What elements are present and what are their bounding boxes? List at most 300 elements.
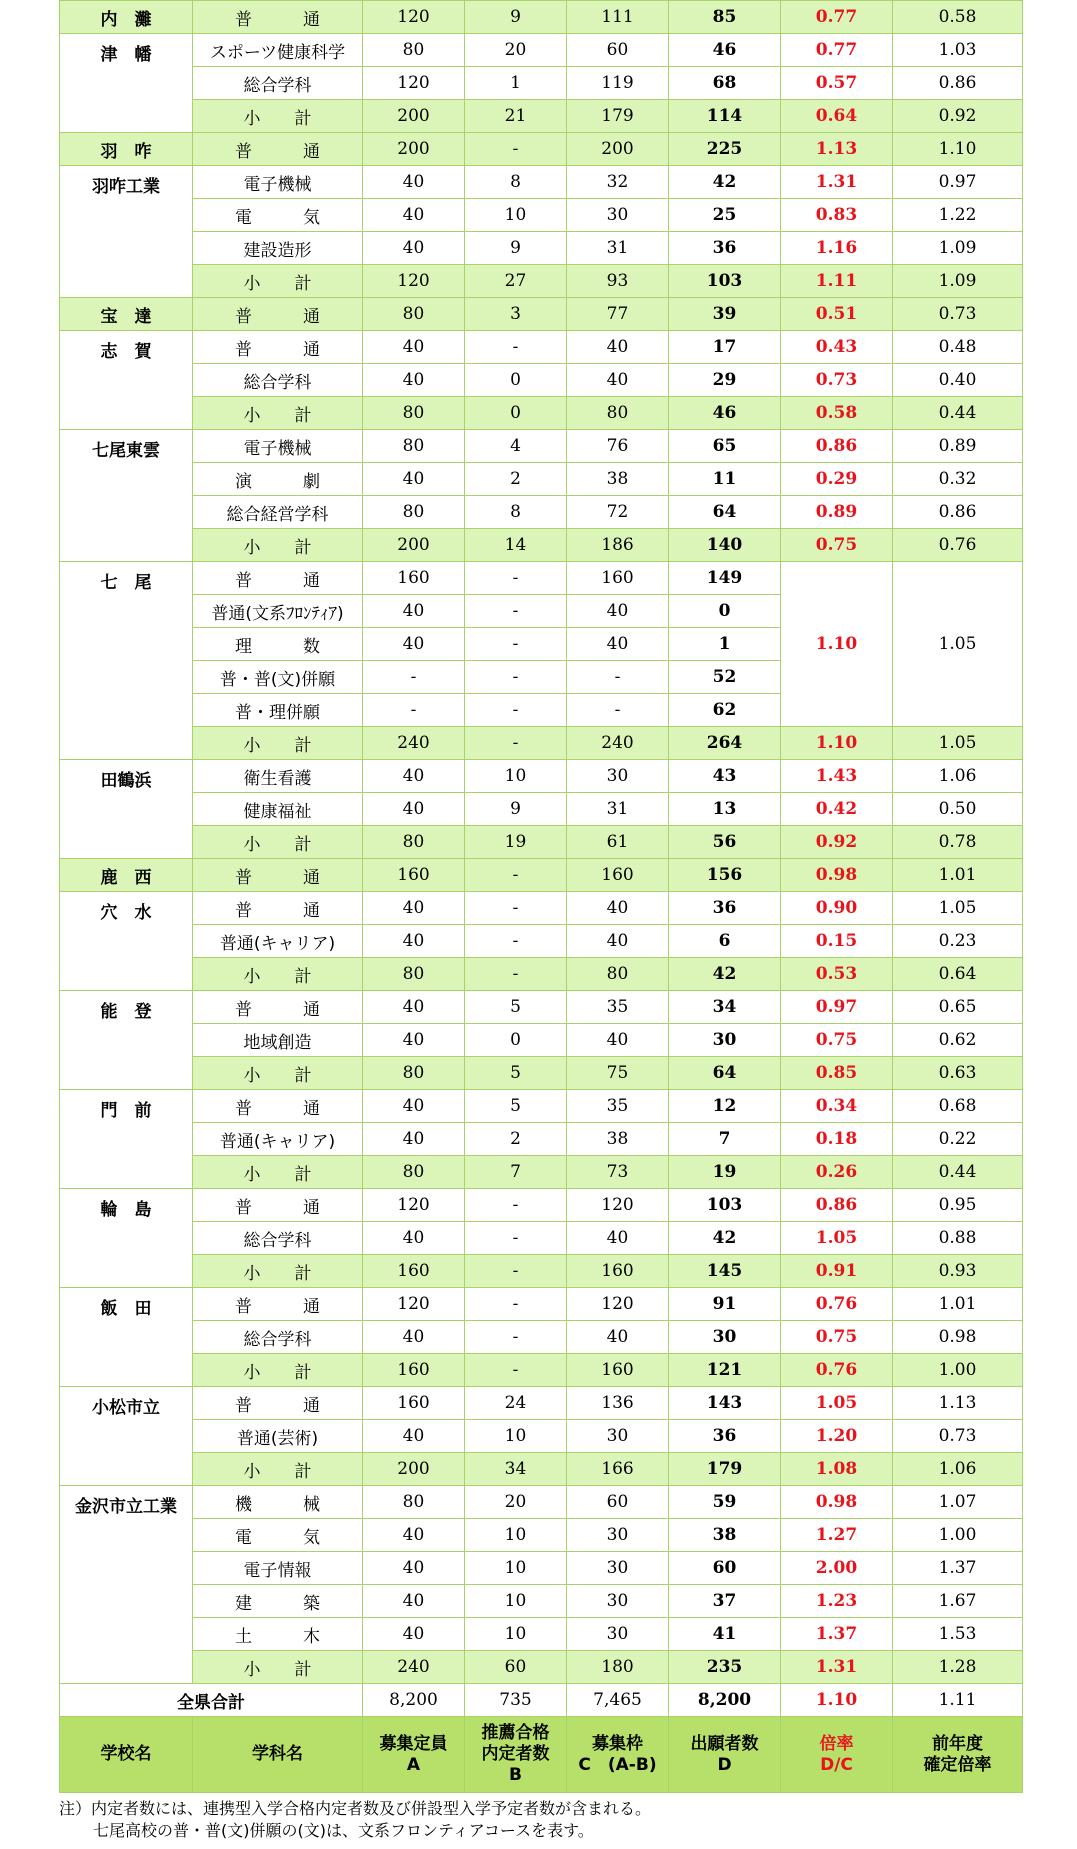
department-cell: 小 計 — [193, 1354, 363, 1387]
table-row — [60, 1189, 1023, 1222]
prev-ratio-cell: 1.01 — [893, 1288, 1023, 1321]
quota-cell: 119 — [567, 67, 669, 100]
department-cell: 機 械 — [193, 1486, 363, 1519]
capacity-cell: 40 — [363, 199, 465, 232]
department-cell: 普 通 — [193, 1387, 363, 1420]
prev-ratio-cell: 0.58 — [893, 1, 1023, 34]
table-row — [60, 232, 1023, 265]
quota-cell: 40 — [567, 1321, 669, 1354]
quota-cell: 160 — [567, 562, 669, 595]
table-row — [60, 331, 1023, 364]
ratio-cell: 1.11 — [781, 265, 893, 298]
table-row — [60, 67, 1023, 100]
ratio-cell: 0.77 — [781, 34, 893, 67]
prev-ratio-cell: 0.88 — [893, 1222, 1023, 1255]
department-cell: 小 計 — [193, 1156, 363, 1189]
table-row — [60, 1090, 1023, 1123]
recommended-cell: - — [465, 859, 567, 892]
quota-cell: 179 — [567, 100, 669, 133]
capacity-cell: 40 — [363, 1024, 465, 1057]
table-row — [60, 1585, 1023, 1618]
department-cell: 普 通 — [193, 331, 363, 364]
table-row — [60, 1552, 1023, 1585]
applicants-cell: 41 — [669, 1618, 781, 1651]
capacity-cell: 80 — [363, 1057, 465, 1090]
capacity-cell: - — [363, 694, 465, 727]
ratio-cell: 1.05 — [781, 1387, 893, 1420]
quota-cell: 200 — [567, 133, 669, 166]
ratio-cell: 1.05 — [781, 1222, 893, 1255]
recommended-cell: 21 — [465, 100, 567, 133]
column-header-row — [60, 1717, 1023, 1793]
department-cell: 小 計 — [193, 397, 363, 430]
ratio-cell: 1.43 — [781, 760, 893, 793]
department-cell: 普 通 — [193, 892, 363, 925]
capacity-cell: 240 — [363, 727, 465, 760]
capacity-cell: 40 — [363, 628, 465, 661]
prev-ratio-cell: 0.50 — [893, 793, 1023, 826]
footnote-line-2: 七尾高校の普・普(文)併願の(文)は、文系フロンティアコースを表す。 — [93, 1821, 594, 1840]
ratio-cell: 0.73 — [781, 364, 893, 397]
department-cell: 小 計 — [193, 100, 363, 133]
quota-cell: 40 — [567, 628, 669, 661]
applicants-cell: 34 — [669, 991, 781, 1024]
applicants-cell: 42 — [669, 958, 781, 991]
ratio-cell: 1.37 — [781, 1618, 893, 1651]
quota-cell: 76 — [567, 430, 669, 463]
ratio-cell: 0.53 — [781, 958, 893, 991]
header-ratio: 倍率 D/C — [781, 1717, 893, 1793]
department-cell: 普・普(文)併願 — [193, 661, 363, 694]
table-row — [60, 1420, 1023, 1453]
prev-ratio-cell: 1.00 — [893, 1519, 1023, 1552]
department-cell: 小 計 — [193, 958, 363, 991]
grand-total-a: 8,200 — [363, 1684, 465, 1717]
capacity-cell: 160 — [363, 562, 465, 595]
department-cell: 総合学科 — [193, 1321, 363, 1354]
ratio-cell: 0.15 — [781, 925, 893, 958]
capacity-cell: 160 — [363, 1387, 465, 1420]
applicants-cell: 11 — [669, 463, 781, 496]
quota-cell: 30 — [567, 1552, 669, 1585]
capacity-cell: 240 — [363, 1651, 465, 1684]
prev-ratio-cell: 0.63 — [893, 1057, 1023, 1090]
prev-ratio-cell: 0.93 — [893, 1255, 1023, 1288]
applicants-cell: 38 — [669, 1519, 781, 1552]
quota-cell: 40 — [567, 1024, 669, 1057]
department-cell: 小 計 — [193, 1453, 363, 1486]
applicants-cell: 29 — [669, 364, 781, 397]
recommended-cell: 1 — [465, 67, 567, 100]
header-prev-ratio: 前年度 確定倍率 — [893, 1717, 1023, 1793]
capacity-cell: 80 — [363, 826, 465, 859]
quota-cell: 40 — [567, 364, 669, 397]
applicants-cell: 103 — [669, 265, 781, 298]
recommended-cell: - — [465, 661, 567, 694]
capacity-cell: 200 — [363, 133, 465, 166]
recommended-cell: 20 — [465, 1486, 567, 1519]
applicants-cell: 121 — [669, 1354, 781, 1387]
prev-ratio-cell: 1.05 — [893, 562, 1023, 727]
prev-ratio-cell: 0.22 — [893, 1123, 1023, 1156]
applicants-cell: 30 — [669, 1024, 781, 1057]
prev-ratio-cell: 0.65 — [893, 991, 1023, 1024]
recommended-cell: 0 — [465, 364, 567, 397]
recommended-cell: - — [465, 595, 567, 628]
applicants-cell: 103 — [669, 1189, 781, 1222]
prev-ratio-cell: 1.07 — [893, 1486, 1023, 1519]
department-cell: 小 計 — [193, 826, 363, 859]
grand-total-prev: 1.11 — [893, 1684, 1023, 1717]
table-row — [60, 793, 1023, 826]
department-cell: 総合学科 — [193, 364, 363, 397]
footnote — [59, 1798, 651, 1842]
table-body — [60, 1, 1023, 1684]
department-cell: 普 通 — [193, 859, 363, 892]
recommended-cell: 10 — [465, 1519, 567, 1552]
prev-ratio-cell: 0.40 — [893, 364, 1023, 397]
school-name-cell: 津 幡 — [60, 34, 193, 133]
recommended-cell: 3 — [465, 298, 567, 331]
school-name-cell: 宝 達 — [60, 298, 193, 331]
department-cell: 普通(文系ﾌﾛﾝﾃｨｱ) — [193, 595, 363, 628]
recommended-cell: - — [465, 1255, 567, 1288]
ratio-cell: 0.57 — [781, 67, 893, 100]
table-row — [60, 463, 1023, 496]
prev-ratio-cell: 1.53 — [893, 1618, 1023, 1651]
capacity-cell: 40 — [363, 1090, 465, 1123]
quota-cell: 30 — [567, 199, 669, 232]
capacity-cell: 40 — [363, 793, 465, 826]
department-cell: 普通(キャリア) — [193, 1123, 363, 1156]
grand-total-rate: 1.10 — [781, 1684, 893, 1717]
ratio-cell: 1.13 — [781, 133, 893, 166]
quota-cell: 166 — [567, 1453, 669, 1486]
prev-ratio-cell: 0.62 — [893, 1024, 1023, 1057]
recommended-cell: 5 — [465, 991, 567, 1024]
department-cell: 普 通 — [193, 133, 363, 166]
department-cell: 電子機械 — [193, 430, 363, 463]
applicants-cell: 140 — [669, 529, 781, 562]
table-row — [60, 34, 1023, 67]
applicants-cell: 6 — [669, 925, 781, 958]
recommended-cell: 10 — [465, 1585, 567, 1618]
department-cell: 総合経営学科 — [193, 496, 363, 529]
grand-total-row — [60, 1684, 1023, 1717]
capacity-cell: 40 — [363, 925, 465, 958]
recommended-cell: 0 — [465, 1024, 567, 1057]
applicants-cell: 56 — [669, 826, 781, 859]
ratio-cell: 1.23 — [781, 1585, 893, 1618]
capacity-cell: 160 — [363, 1255, 465, 1288]
admissions-table-container — [59, 0, 1022, 1793]
department-cell: 理 数 — [193, 628, 363, 661]
capacity-cell: 40 — [363, 892, 465, 925]
table-row — [60, 991, 1023, 1024]
department-cell: 小 計 — [193, 1057, 363, 1090]
school-name-cell: 小松市立 — [60, 1387, 193, 1486]
prev-ratio-cell: 1.03 — [893, 34, 1023, 67]
recommended-cell: - — [465, 1288, 567, 1321]
ratio-cell: 0.42 — [781, 793, 893, 826]
quota-cell: 80 — [567, 958, 669, 991]
ratio-cell: 0.75 — [781, 1024, 893, 1057]
prev-ratio-cell: 1.09 — [893, 232, 1023, 265]
capacity-cell: 200 — [363, 1453, 465, 1486]
ratio-cell: 0.76 — [781, 1288, 893, 1321]
ratio-cell: 0.75 — [781, 529, 893, 562]
recommended-cell: - — [465, 1321, 567, 1354]
quota-cell: 40 — [567, 331, 669, 364]
prev-ratio-cell: 1.13 — [893, 1387, 1023, 1420]
recommended-cell: 20 — [465, 34, 567, 67]
header-school: 学校名 — [60, 1717, 193, 1793]
capacity-cell: 80 — [363, 1156, 465, 1189]
department-cell: 建 築 — [193, 1585, 363, 1618]
quota-cell: 30 — [567, 1519, 669, 1552]
ratio-cell: 0.34 — [781, 1090, 893, 1123]
applicants-cell: 156 — [669, 859, 781, 892]
recommended-cell: 10 — [465, 1618, 567, 1651]
recommended-cell: - — [465, 331, 567, 364]
prev-ratio-cell: 1.06 — [893, 1453, 1023, 1486]
ratio-cell: 0.89 — [781, 496, 893, 529]
applicants-cell: 143 — [669, 1387, 781, 1420]
grand-total-label: 全県合計 — [60, 1684, 363, 1717]
subtotal-row — [60, 133, 1023, 166]
subtotal-row — [60, 1453, 1023, 1486]
applicants-cell: 43 — [669, 760, 781, 793]
applicants-cell: 42 — [669, 166, 781, 199]
ratio-cell: 0.92 — [781, 826, 893, 859]
quota-cell: 61 — [567, 826, 669, 859]
school-name-cell: 志 賀 — [60, 331, 193, 430]
department-cell: スポーツ健康科学 — [193, 34, 363, 67]
department-cell: 普通(芸術) — [193, 1420, 363, 1453]
applicants-cell: 68 — [669, 67, 781, 100]
capacity-cell: 40 — [363, 1618, 465, 1651]
footnote-line-1: 注）内定者数には、連携型入学合格内定者数及び併設型入学予定者数が含まれる。 — [59, 1799, 652, 1818]
capacity-cell: 80 — [363, 496, 465, 529]
header-capacity: 募集定員 A — [363, 1717, 465, 1793]
ratio-cell: 0.77 — [781, 1, 893, 34]
applicants-cell: 42 — [669, 1222, 781, 1255]
prev-ratio-cell: 1.06 — [893, 760, 1023, 793]
recommended-cell: 34 — [465, 1453, 567, 1486]
prev-ratio-cell: 0.97 — [893, 166, 1023, 199]
recommended-cell: 10 — [465, 1552, 567, 1585]
ratio-cell: 2.00 — [781, 1552, 893, 1585]
quota-cell: 136 — [567, 1387, 669, 1420]
recommended-cell: 27 — [465, 265, 567, 298]
table-row — [60, 166, 1023, 199]
department-cell: 建設造形 — [193, 232, 363, 265]
recommended-cell: 5 — [465, 1090, 567, 1123]
capacity-cell: 40 — [363, 595, 465, 628]
quota-cell: 30 — [567, 1618, 669, 1651]
table-row — [60, 1387, 1023, 1420]
quota-cell: 40 — [567, 595, 669, 628]
quota-cell: 31 — [567, 232, 669, 265]
quota-cell: 32 — [567, 166, 669, 199]
quota-cell: 60 — [567, 1486, 669, 1519]
applicants-cell: 64 — [669, 496, 781, 529]
applicants-cell: 179 — [669, 1453, 781, 1486]
ratio-cell: 0.58 — [781, 397, 893, 430]
prev-ratio-cell: 1.37 — [893, 1552, 1023, 1585]
department-cell: 普 通 — [193, 1189, 363, 1222]
ratio-cell: 0.86 — [781, 430, 893, 463]
subtotal-row — [60, 1651, 1023, 1684]
table-row — [60, 562, 1023, 595]
recommended-cell: 7 — [465, 1156, 567, 1189]
table-row — [60, 1123, 1023, 1156]
school-name-cell: 七尾東雲 — [60, 430, 193, 562]
subtotal-row — [60, 859, 1023, 892]
ratio-cell: 1.31 — [781, 1651, 893, 1684]
prev-ratio-cell: 0.64 — [893, 958, 1023, 991]
department-cell: 普 通 — [193, 1, 363, 34]
recommended-cell: 0 — [465, 397, 567, 430]
ratio-cell: 0.85 — [781, 1057, 893, 1090]
school-name-cell: 内 灘 — [60, 1, 193, 34]
prev-ratio-cell: 0.48 — [893, 331, 1023, 364]
applicants-cell: 0 — [669, 595, 781, 628]
school-name-cell: 金沢市立工業 — [60, 1486, 193, 1684]
recommended-cell: - — [465, 892, 567, 925]
recommended-cell: - — [465, 727, 567, 760]
prev-ratio-cell: 1.05 — [893, 892, 1023, 925]
capacity-cell: - — [363, 661, 465, 694]
department-cell: 地域創造 — [193, 1024, 363, 1057]
applicants-cell: 7 — [669, 1123, 781, 1156]
table-row — [60, 1321, 1023, 1354]
grand-total-b: 735 — [465, 1684, 567, 1717]
department-cell: 健康福祉 — [193, 793, 363, 826]
prev-ratio-cell: 0.86 — [893, 67, 1023, 100]
prev-ratio-cell: 0.44 — [893, 397, 1023, 430]
capacity-cell: 40 — [363, 463, 465, 496]
quota-cell: 60 — [567, 34, 669, 67]
prev-ratio-cell: 1.10 — [893, 133, 1023, 166]
ratio-cell: 1.20 — [781, 1420, 893, 1453]
recommended-cell: 2 — [465, 1123, 567, 1156]
table-row — [60, 925, 1023, 958]
prev-ratio-cell: 1.05 — [893, 727, 1023, 760]
quota-cell: - — [567, 661, 669, 694]
capacity-cell: 40 — [363, 760, 465, 793]
capacity-cell: 80 — [363, 430, 465, 463]
quota-cell: 35 — [567, 991, 669, 1024]
quota-cell: 77 — [567, 298, 669, 331]
table-row — [60, 364, 1023, 397]
applicants-cell: 46 — [669, 34, 781, 67]
capacity-cell: 40 — [363, 1420, 465, 1453]
school-name-cell: 鹿 西 — [60, 859, 193, 892]
quota-cell: 180 — [567, 1651, 669, 1684]
quota-cell: 38 — [567, 1123, 669, 1156]
applicants-cell: 264 — [669, 727, 781, 760]
ratio-cell: 1.10 — [781, 727, 893, 760]
ratio-cell: 0.43 — [781, 331, 893, 364]
quota-cell: 93 — [567, 265, 669, 298]
quota-cell: 80 — [567, 397, 669, 430]
applicants-cell: 19 — [669, 1156, 781, 1189]
subtotal-row — [60, 958, 1023, 991]
recommended-cell: 4 — [465, 430, 567, 463]
ratio-cell: 0.18 — [781, 1123, 893, 1156]
prev-ratio-cell: 1.22 — [893, 199, 1023, 232]
ratio-cell: 1.16 — [781, 232, 893, 265]
capacity-cell: 40 — [363, 166, 465, 199]
capacity-cell: 120 — [363, 1288, 465, 1321]
quota-cell: 38 — [567, 463, 669, 496]
ratio-cell: 1.08 — [781, 1453, 893, 1486]
department-cell: 小 計 — [193, 1651, 363, 1684]
capacity-cell: 40 — [363, 1552, 465, 1585]
table-row — [60, 1519, 1023, 1552]
recommended-cell: - — [465, 958, 567, 991]
quota-cell: 40 — [567, 925, 669, 958]
recommended-cell: 5 — [465, 1057, 567, 1090]
prev-ratio-cell: 1.00 — [893, 1354, 1023, 1387]
capacity-cell: 80 — [363, 298, 465, 331]
prev-ratio-cell: 0.68 — [893, 1090, 1023, 1123]
quota-cell: 72 — [567, 496, 669, 529]
table-row — [60, 199, 1023, 232]
grand-total-d: 8,200 — [669, 1684, 781, 1717]
department-cell: 電 気 — [193, 1519, 363, 1552]
capacity-cell: 40 — [363, 364, 465, 397]
capacity-cell: 160 — [363, 859, 465, 892]
capacity-cell: 40 — [363, 1519, 465, 1552]
ratio-cell: 0.83 — [781, 199, 893, 232]
prev-ratio-cell: 0.23 — [893, 925, 1023, 958]
ratio-cell: 1.10 — [781, 562, 893, 727]
applicants-cell: 145 — [669, 1255, 781, 1288]
applicants-cell: 36 — [669, 892, 781, 925]
recommended-cell: 9 — [465, 1, 567, 34]
table-row — [60, 760, 1023, 793]
recommended-cell: 10 — [465, 199, 567, 232]
quota-cell: 30 — [567, 1585, 669, 1618]
department-cell: 総合学科 — [193, 1222, 363, 1255]
ratio-cell: 0.98 — [781, 859, 893, 892]
capacity-cell: 80 — [363, 34, 465, 67]
prev-ratio-cell: 0.73 — [893, 298, 1023, 331]
recommended-cell: 10 — [465, 760, 567, 793]
capacity-cell: 40 — [363, 991, 465, 1024]
header-recommended: 推薦合格 内定者数 B — [465, 1717, 567, 1793]
applicants-cell: 25 — [669, 199, 781, 232]
capacity-cell: 80 — [363, 397, 465, 430]
department-cell: 土 木 — [193, 1618, 363, 1651]
school-name-cell: 穴 水 — [60, 892, 193, 991]
applicants-cell: 52 — [669, 661, 781, 694]
applicants-cell: 225 — [669, 133, 781, 166]
ratio-cell: 0.90 — [781, 892, 893, 925]
quota-cell: 120 — [567, 1189, 669, 1222]
prev-ratio-cell: 1.01 — [893, 859, 1023, 892]
applicants-cell: 36 — [669, 1420, 781, 1453]
ratio-cell: 0.29 — [781, 463, 893, 496]
school-name-cell: 七 尾 — [60, 562, 193, 760]
applicants-cell: 12 — [669, 1090, 781, 1123]
school-name-cell: 飯 田 — [60, 1288, 193, 1387]
table-row — [60, 1222, 1023, 1255]
table-row — [60, 430, 1023, 463]
applicants-cell: 39 — [669, 298, 781, 331]
